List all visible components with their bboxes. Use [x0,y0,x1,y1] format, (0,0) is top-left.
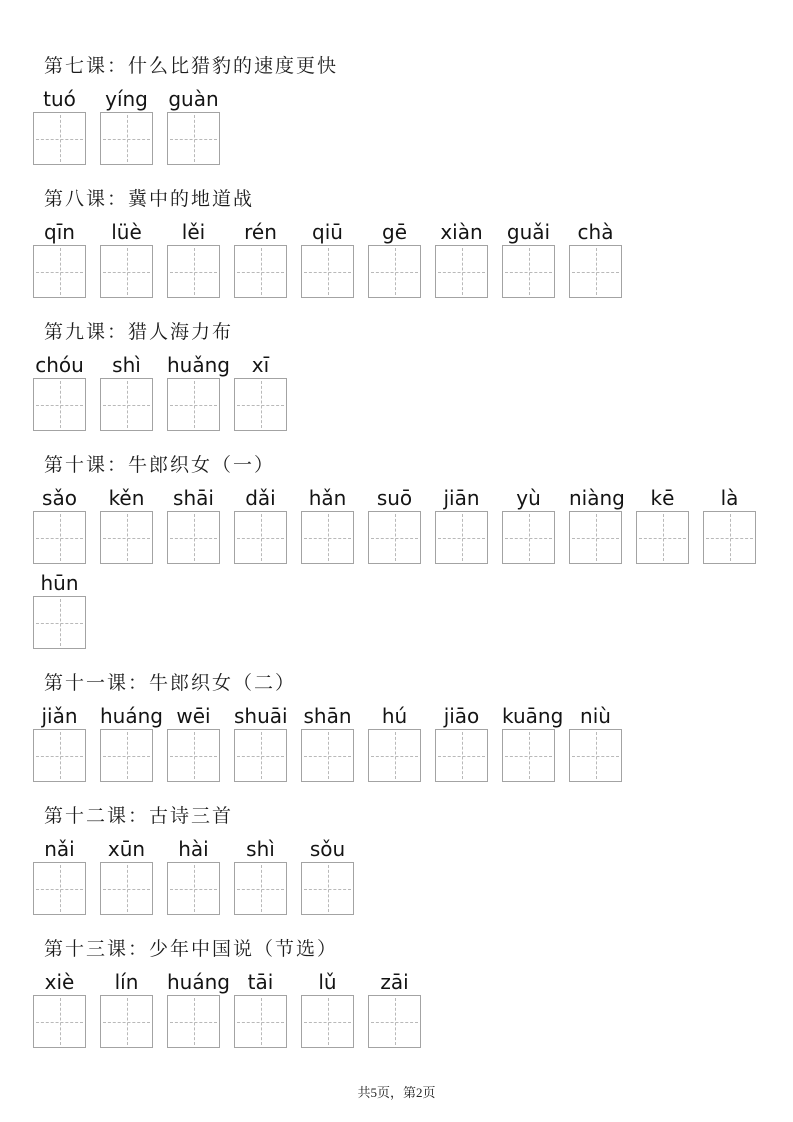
tianzige-writing-box [435,729,488,782]
pinyin-label: shì [246,837,275,861]
tianzige-writing-box [167,729,220,782]
pinyin-label: nǎi [44,837,75,861]
tianzige-writing-box [234,378,287,431]
tianzige-writing-box [167,378,220,431]
pinyin-cell [703,485,756,564]
pinyin-label: shāi [173,486,214,510]
lesson-section [33,806,763,915]
pinyin-cell [435,485,488,564]
tianzige-writing-box [368,729,421,782]
tianzige-writing-box [301,511,354,564]
pinyin-label: zāi [380,970,409,994]
tianzige-writing-box [368,995,421,1048]
pinyin-cell [234,219,287,298]
lesson-title: 第九课：猎人海力布 [44,322,234,343]
pinyin-label: lüè [111,220,142,244]
tianzige-writing-box [234,511,287,564]
tianzige-writing-box [167,245,220,298]
tianzige-writing-box [100,511,153,564]
pinyin-label: kē [650,486,675,510]
pinyin-cell [100,86,153,165]
tianzige-writing-box [502,511,555,564]
pinyin-label: shān [303,704,352,728]
tianzige-writing-box [100,995,153,1048]
pinyin-cell [502,485,555,564]
pinyin-cell [368,969,421,1048]
lesson-title: 第十三课：少年中国说（节选） [44,939,339,960]
pinyin-cell [301,485,354,564]
pinyin-grid-row [33,352,760,431]
pinyin-label: huáng [167,970,230,994]
lesson-section [33,189,763,298]
pinyin-label: kuāng [502,704,564,728]
pinyin-cell [167,485,220,564]
tianzige-writing-box [234,245,287,298]
tianzige-writing-box [301,862,354,915]
pinyin-label: jiān [443,486,480,510]
pinyin-label: sǒu [309,837,346,861]
pinyin-grid-row [33,703,760,782]
tianzige-writing-box [167,995,220,1048]
pinyin-cell [234,703,287,782]
pinyin-label: chà [577,220,614,244]
pinyin-grid-row [33,219,760,298]
page-footer [0,1082,793,1101]
pinyin-grid-row [33,836,760,915]
pinyin-label: lěi [181,220,206,244]
pinyin-label: guàn [168,87,219,111]
pinyin-label: xūn [107,837,146,861]
pinyin-label: huǎng [167,353,230,377]
tianzige-writing-box [301,995,354,1048]
pinyin-cell [301,703,354,782]
tianzige-writing-box [33,729,86,782]
page-indicator: 共5页，第2页 [357,1085,436,1100]
pinyin-cell [33,570,86,649]
pinyin-cell [33,969,86,1048]
pinyin-label: niàng [569,486,625,510]
lesson-title: 第七课：什么比猎豹的速度更快 [44,56,339,77]
pinyin-label: hài [178,837,209,861]
lesson-title: 第十一课：牛郎织女（二） [44,673,297,694]
tianzige-writing-box [100,112,153,165]
pinyin-cell [368,219,421,298]
pinyin-cell [100,969,153,1048]
pinyin-label: gē [382,220,407,244]
tianzige-writing-box [435,511,488,564]
pinyin-cell [167,352,230,431]
pinyin-label: suō [376,486,413,510]
pinyin-cell [100,703,163,782]
tianzige-writing-box [301,729,354,782]
pinyin-label: hú [381,704,408,728]
pinyin-cell [234,836,287,915]
lesson-section [33,455,763,649]
pinyin-cell [502,703,564,782]
tianzige-writing-box [100,378,153,431]
pinyin-cell [33,86,86,165]
pinyin-label: lǔ [318,970,337,994]
pinyin-label: xiè [44,970,75,994]
pinyin-label: guǎi [506,220,551,244]
pinyin-cell [636,485,689,564]
tianzige-writing-box [167,862,220,915]
pinyin-label: yíng [105,87,148,111]
pinyin-label: huáng [100,704,163,728]
lesson-sections-container [33,56,763,1048]
pinyin-label: tuó [43,87,76,111]
pinyin-label: xiàn [440,220,483,244]
pinyin-cell [33,485,86,564]
pinyin-cell [368,485,421,564]
tianzige-writing-box [167,511,220,564]
lesson-title: 第十课：牛郎织女（一） [44,455,276,476]
pinyin-label: niù [580,704,611,728]
tianzige-writing-box [368,245,421,298]
pinyin-cell [33,836,86,915]
tianzige-writing-box [234,862,287,915]
pinyin-cell [569,219,622,298]
tianzige-writing-box [502,729,555,782]
pinyin-cell [234,969,287,1048]
lesson-section [33,56,763,165]
pinyin-cell [234,352,287,431]
pinyin-label: lín [114,970,139,994]
tianzige-writing-box [33,245,86,298]
pinyin-cell [368,703,421,782]
pinyin-cell [569,485,625,564]
pinyin-label: rén [244,220,277,244]
pinyin-cell [167,969,230,1048]
pinyin-label: là [720,486,739,510]
lesson-title: 第十二课：古诗三首 [44,806,234,827]
pinyin-cell [100,485,153,564]
pinyin-cell [569,703,622,782]
pinyin-label: hǎn [308,486,347,510]
pinyin-cell [33,703,86,782]
pinyin-cell [100,836,153,915]
pinyin-label: kěn [108,486,145,510]
tianzige-writing-box [33,112,86,165]
pinyin-cell [234,485,287,564]
tianzige-writing-box [234,729,287,782]
lesson-section [33,939,763,1048]
tianzige-writing-box [636,511,689,564]
tianzige-writing-box [100,862,153,915]
pinyin-cell [100,219,153,298]
tianzige-writing-box [100,729,153,782]
pinyin-cell [167,86,220,165]
pinyin-label: xī [251,353,270,377]
pinyin-cell [435,703,488,782]
pinyin-label: jiāo [443,704,480,728]
pinyin-cell [301,836,354,915]
pinyin-cell [167,219,220,298]
pinyin-cell [301,969,354,1048]
pinyin-grid-row [33,86,760,165]
pinyin-cell [502,219,555,298]
pinyin-cell [100,352,153,431]
pinyin-label: shuāi [234,704,288,728]
tianzige-writing-box [502,245,555,298]
pinyin-cell [167,836,220,915]
pinyin-cell [435,219,488,298]
pinyin-cell [301,219,354,298]
tianzige-writing-box [33,862,86,915]
pinyin-label: wēi [176,704,211,728]
pinyin-label: qīn [44,220,75,244]
tianzige-writing-box [167,112,220,165]
tianzige-writing-box [435,245,488,298]
pinyin-cell [167,703,220,782]
tianzige-writing-box [569,729,622,782]
tianzige-writing-box [234,995,287,1048]
pinyin-grid-row [33,969,760,1048]
tianzige-writing-box [33,995,86,1048]
tianzige-writing-box [33,511,86,564]
lesson-title: 第八课：冀中的地道战 [44,189,255,210]
pinyin-label: shì [112,353,141,377]
pinyin-label: hūn [40,571,79,595]
pinyin-label: jiǎn [41,704,78,728]
pinyin-label: tāi [247,970,274,994]
tianzige-writing-box [569,511,622,564]
tianzige-writing-box [703,511,756,564]
pinyin-label: sǎo [42,486,77,510]
tianzige-writing-box [301,245,354,298]
tianzige-writing-box [569,245,622,298]
pinyin-label: chóu [35,353,84,377]
pinyin-label: yù [516,486,541,510]
pinyin-cell [33,352,86,431]
tianzige-writing-box [33,596,86,649]
pinyin-label: dǎi [245,486,276,510]
tianzige-writing-box [33,378,86,431]
lesson-section [33,322,763,431]
tianzige-writing-box [100,245,153,298]
pinyin-label: qiū [312,220,343,244]
lesson-section [33,673,763,782]
pinyin-cell [33,219,86,298]
pinyin-grid-row [33,485,760,649]
tianzige-writing-box [368,511,421,564]
